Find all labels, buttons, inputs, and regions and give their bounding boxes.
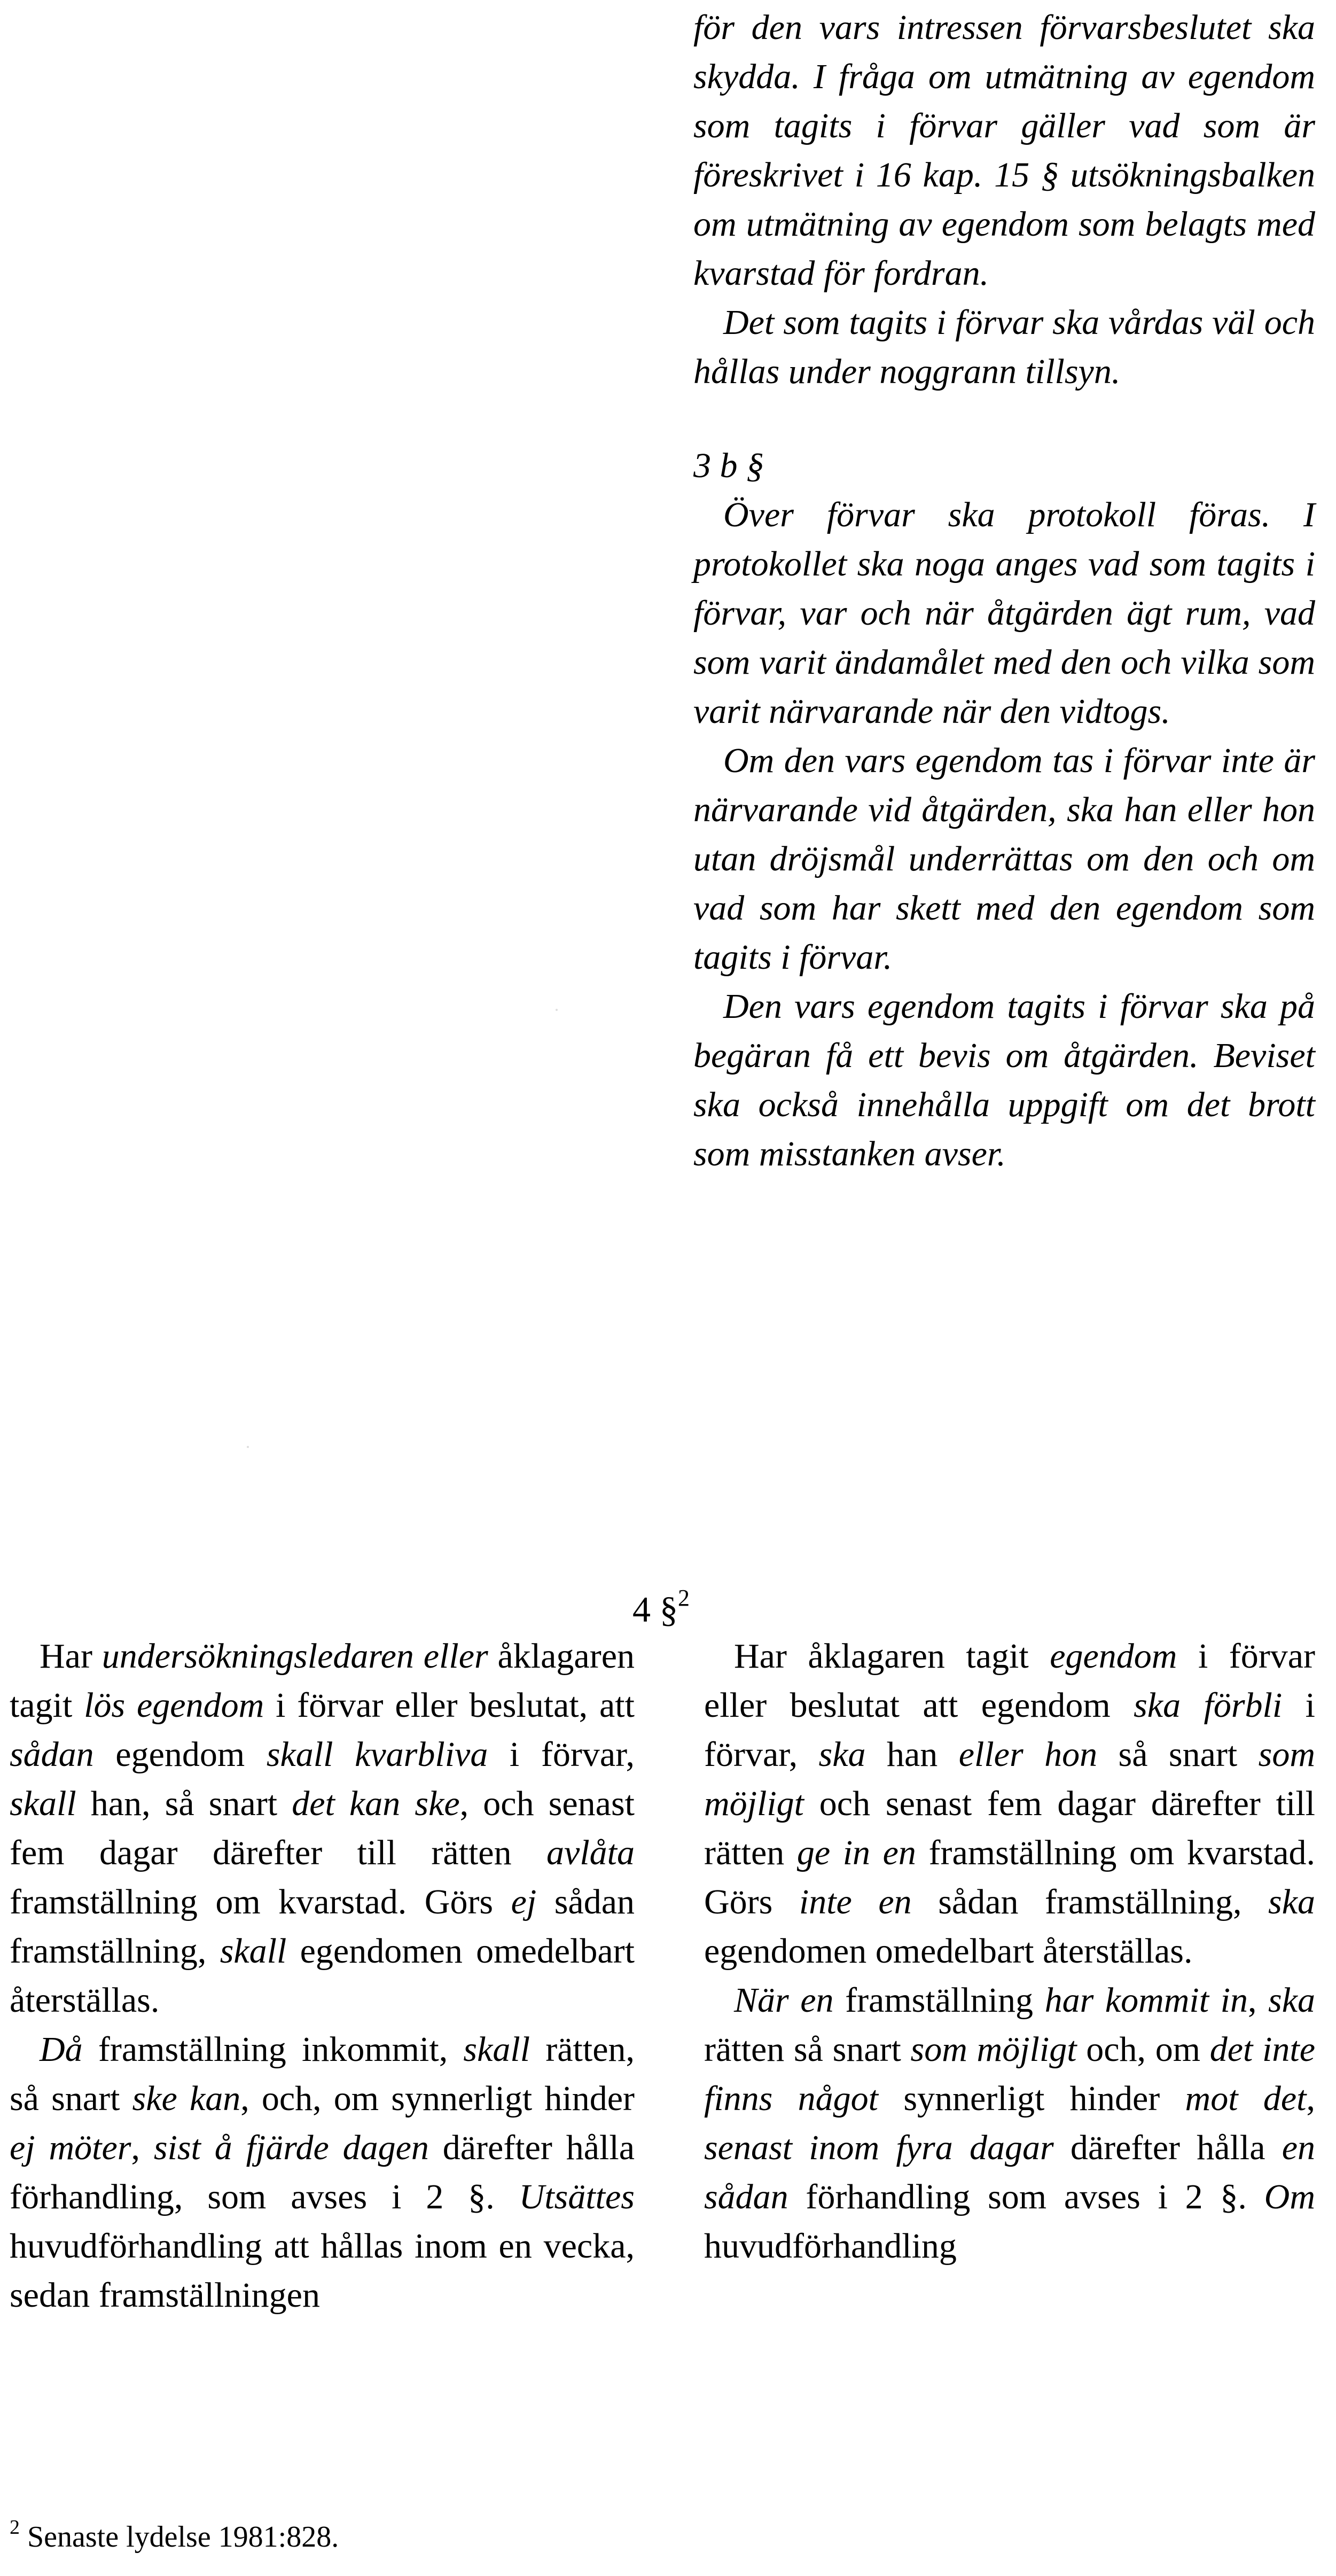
text: han, så snart — [76, 1784, 292, 1823]
footnote-marker: 2 — [10, 2516, 20, 2539]
emphasis: egendom — [1050, 1637, 1177, 1676]
emphasis: ska — [1268, 1882, 1315, 1921]
emphasis: senast inom fyra dagar — [704, 2128, 1054, 2167]
text: förhandling som avses i 2 §. — [788, 2177, 1264, 2216]
emphasis: lös egendom — [84, 1686, 264, 1725]
section-heading — [632, 1585, 690, 1634]
paragraph: Det som tagits i förvar ska vårdas väl och hållas under noggrann tillsyn. — [693, 303, 1315, 391]
paragraph: Om den vars egendom tas i förvar inte är närvarande vid åtgärden, ska han eller hon utan dröjsmål underrättas om den och om vad som har skett med den egendom som tagits i förvar. — [693, 741, 1315, 977]
text: sådan framställning, — [911, 1882, 1269, 1921]
emphasis: ej — [511, 1882, 537, 1921]
paragraph — [704, 1632, 1315, 1976]
paragraph: Över förvar ska protokoll föras. I protokollet ska noga anges vad som tagits i förvar, var och när åtgärden ägt rum, vad som varit ändamålet med den och vilka som varit närvarande när den vidtogs. — [693, 495, 1315, 731]
right-column-continuation — [693, 3, 1315, 1179]
text: inkommit — [302, 2030, 439, 2069]
right-column-proposed-text — [704, 1632, 1315, 2271]
emphasis: skall — [220, 1932, 287, 1971]
text: han — [865, 1735, 959, 1774]
text: huvudförhandling — [704, 2227, 957, 2266]
text: åklagaren tagit — [10, 1637, 635, 1725]
text: därefter hålla förhandling, som avses i 2 §. — [10, 2128, 635, 2216]
emphasis: mot det — [1185, 2079, 1307, 2118]
text: , och, om synnerligt hinder — [240, 2079, 635, 2118]
emphasis: ske kan — [132, 2079, 241, 2118]
emphasis: som möjligt — [910, 2030, 1077, 2069]
emphasis: skall kvarbliva — [266, 1735, 488, 1774]
emphasis: som möjligt — [704, 1735, 1316, 1823]
text: , — [1306, 2079, 1315, 2118]
emphasis: När en — [734, 1981, 834, 2020]
emphasis: det inte finns något — [704, 2030, 1315, 2118]
text: framställning om kvarstad. Görs — [10, 1882, 511, 1921]
footnote-reference: 2 — [678, 1585, 690, 1611]
emphasis: sådan — [10, 1735, 94, 1774]
text: framställning — [82, 2030, 302, 2069]
text: framställning om kvarstad. Görs — [704, 1833, 1315, 1921]
emphasis: Om — [1264, 2177, 1315, 2216]
emphasis: skall — [10, 1784, 76, 1823]
text: , — [439, 2030, 464, 2069]
text: Har — [40, 1637, 102, 1676]
section-label: 3 b § — [693, 446, 764, 485]
emphasis: ska — [1268, 1981, 1315, 2020]
text: framställning — [833, 1981, 1045, 2020]
text: därefter hålla — [1053, 2128, 1282, 2167]
text: så snart — [1097, 1735, 1259, 1774]
text: i förvar eller beslutat, att — [264, 1686, 635, 1725]
emphasis: en sådan — [704, 2128, 1315, 2216]
emphasis: sist å fjärde dagen — [153, 2128, 429, 2167]
text: , — [131, 2128, 154, 2167]
emphasis: ej möter — [10, 2128, 131, 2167]
emphasis: ska — [818, 1735, 866, 1774]
text: i förvar eller beslutat att egendom — [704, 1637, 1315, 1725]
paragraph: för den vars intressen förvarsbeslutet ska skydda. I fråga om utmätning av egendom som tagits i förvar gäller vad som är föreskrivet i 16 kap. 15 § utsökningsbalken om utmätning av egendom som belagts med kvarstad för fordran. — [693, 8, 1315, 293]
emphasis: det kan ske — [292, 1784, 460, 1823]
emphasis: undersökningsledaren eller — [101, 1637, 488, 1676]
footnote — [10, 2516, 339, 2558]
text: synnerligt hinder — [878, 2079, 1185, 2118]
paragraph: Den vars egendom tagits i förvar ska på begäran få ett bevis om åtgärden. Beviset ska också innehålla uppgift om det brott som misstanken avser. — [693, 987, 1315, 1173]
text: egendom — [93, 1735, 267, 1774]
text: i förvar, — [488, 1735, 635, 1774]
emphasis: avlåta — [546, 1833, 635, 1872]
emphasis: eller hon — [958, 1735, 1098, 1774]
text: huvudförhandling att hållas inom en vecka, sedan framställningen — [10, 2227, 635, 2315]
emphasis: Då — [40, 2030, 83, 2069]
paragraph — [10, 1632, 635, 2025]
section-heading-label: 4 § — [632, 1589, 678, 1630]
footnote-text: Senaste lydelse 1981:828. — [20, 2520, 339, 2554]
paragraph-gap — [693, 396, 1315, 441]
text: rätten, så snart — [10, 2030, 635, 2118]
text: Har åklagaren tagit — [734, 1637, 1050, 1676]
text: egendomen omedelbart återställas. — [10, 1932, 635, 2020]
text: och, om — [1076, 2030, 1210, 2069]
text: sådan framställning, — [10, 1882, 635, 1971]
paragraph — [10, 2025, 635, 2320]
emphasis: skall — [463, 2030, 530, 2069]
scan-speck — [247, 1446, 249, 1448]
text: rätten så snart — [704, 2030, 911, 2069]
emphasis: inte en — [799, 1882, 912, 1921]
emphasis: ska förbli — [1134, 1686, 1283, 1725]
scan-speck — [556, 1009, 558, 1011]
left-column-current-text — [10, 1632, 635, 2320]
text: och senast fem dagar därefter till rätten — [704, 1784, 1315, 1872]
emphasis: ge in en — [796, 1833, 916, 1872]
text: i förvar, — [704, 1686, 1315, 1774]
emphasis: har kommit in — [1044, 1981, 1248, 2020]
text: , och senast fem dagar därefter till rätten — [10, 1784, 635, 1872]
text: egendomen omedelbart återställas. — [704, 1932, 1193, 1971]
paragraph — [704, 1976, 1315, 2271]
text: , — [1247, 1981, 1269, 2020]
emphasis: Utsättes — [519, 2177, 635, 2216]
